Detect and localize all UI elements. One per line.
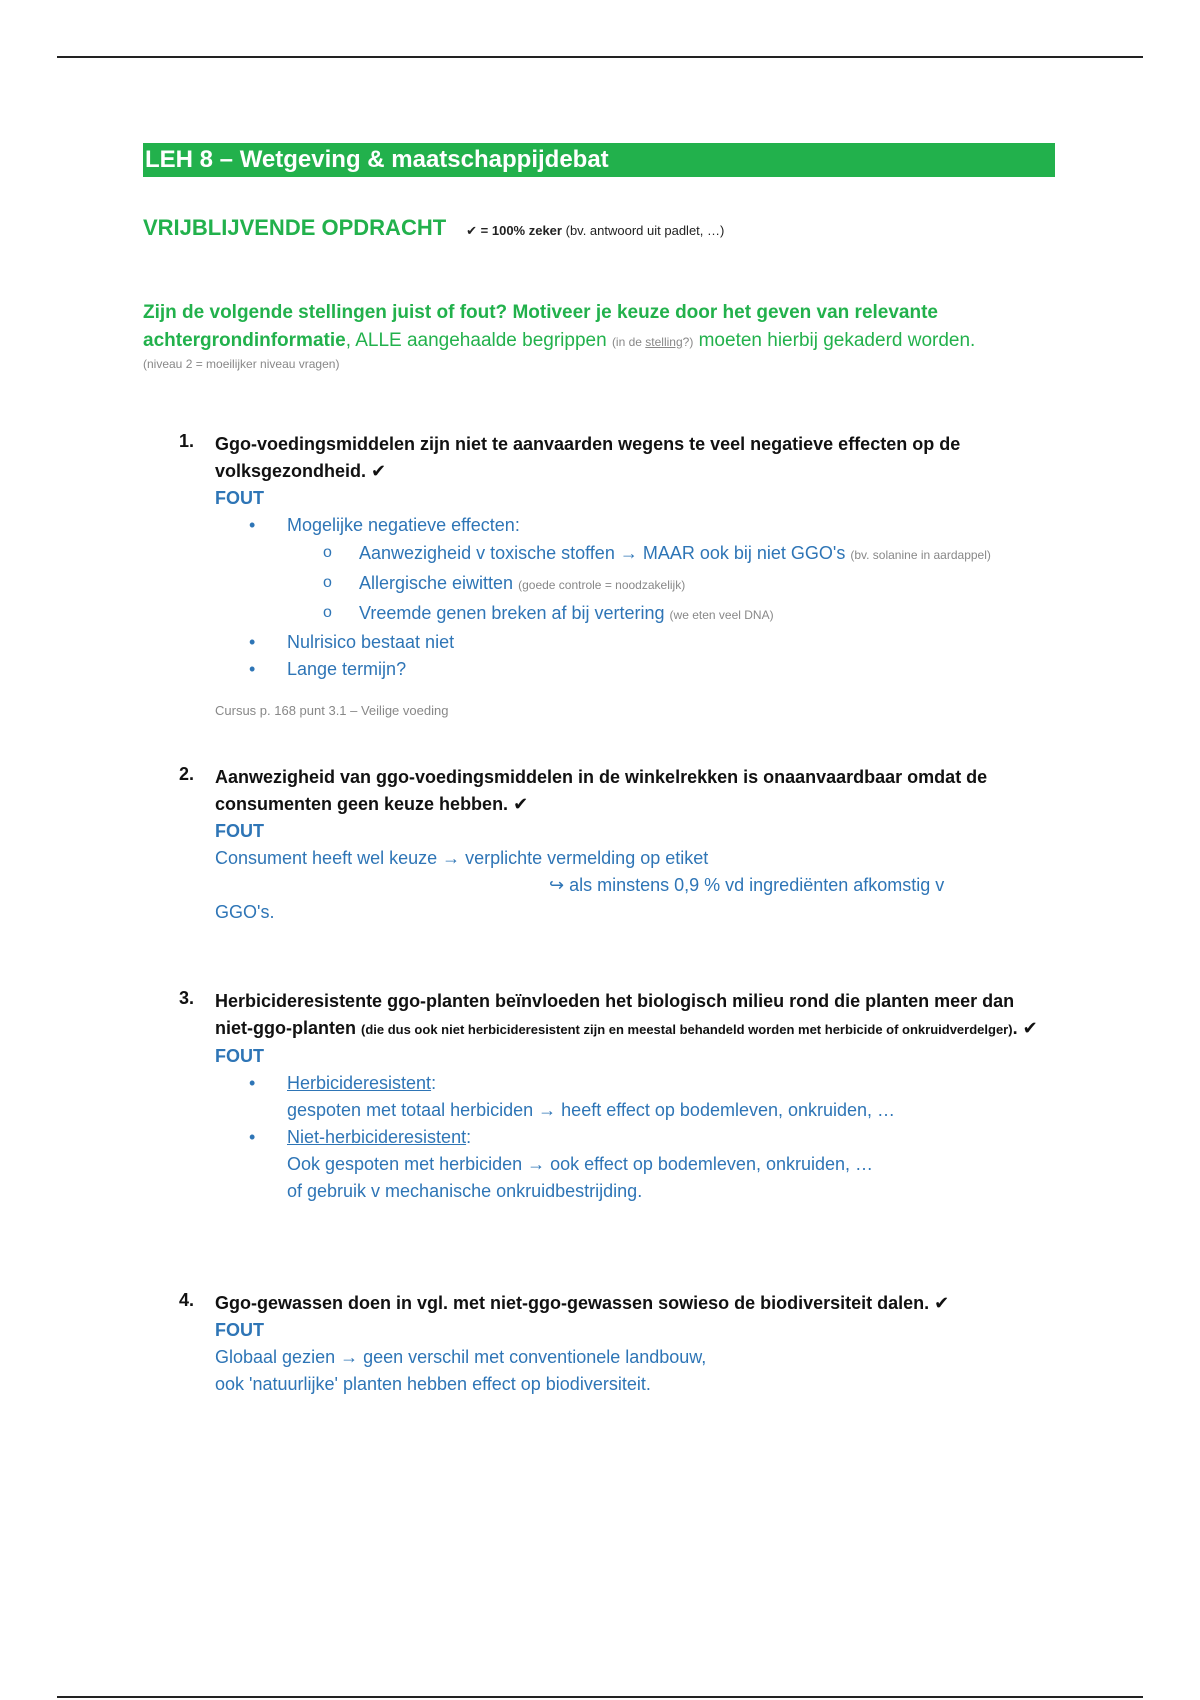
- intro-tiny: (in de stelling?): [611, 335, 694, 349]
- answer-line: of gebruik v mechanische onkruidbestrijding.: [287, 1181, 643, 1201]
- bottom-rule: [57, 1696, 1143, 1698]
- question-number: 3.: [179, 988, 195, 1008]
- answer-line: Ook gespoten met herbiciden → ook effect op bodemleven, onkruiden, …: [287, 1154, 874, 1174]
- question-number: 4.: [179, 1290, 195, 1310]
- intro-normal1: , ALLE aangehaalde begrippen: [345, 330, 612, 351]
- answer-line: Globaal gezien → geen verschil met conventionele landbouw,: [215, 1347, 707, 1367]
- intro-paragraph: [143, 299, 1055, 356]
- question-2: [179, 764, 1039, 926]
- document-content: [143, 143, 1055, 372]
- question-text: Aanwezigheid van ggo-voedingsmiddelen in de winkelrekken is onaanvaardbaar omdat de consumenten geen keuze hebben. ✔: [215, 767, 988, 814]
- intro-note: (niveau 2 = moeilijker niveau vragen): [143, 357, 340, 371]
- top-rule: [57, 56, 1143, 58]
- list-item: o Vreemde genen breken af bij vertering (we eten veel DNA): [323, 603, 774, 623]
- question-number: 2.: [179, 764, 195, 784]
- heading-main: VRIJBLIJVENDE OPDRACHT: [143, 215, 447, 240]
- answer-line: Consument heeft wel keuze → verplichte vermelding op etiket: [215, 848, 709, 868]
- list-item: • Mogelijke negatieve effecten:: [249, 515, 520, 535]
- intro-normal2: moeten hierbij gekaderd worden.: [693, 330, 976, 351]
- page-title: LEH 8 – Wetgeving & maatschappijdebat: [143, 143, 1055, 177]
- question-number: 1.: [179, 431, 195, 451]
- question-1: [179, 431, 1039, 718]
- intro-bold2: achtergrondinformatie: [143, 330, 346, 351]
- answer-label: FOUT: [215, 488, 264, 508]
- answer-line: gespoten met totaal herbiciden → heeft effect op bodemleven, onkruiden, …: [287, 1100, 896, 1120]
- list-item: • Lange termijn?: [249, 659, 407, 679]
- list-item: o Aanwezigheid v toxische stoffen → MAAR ook bij niet GGO's (bv. solanine in aardappel): [323, 543, 991, 563]
- list-item: • Niet-herbicideresistent:: [249, 1127, 472, 1147]
- answer-label: FOUT: [215, 1320, 264, 1340]
- course-reference: Cursus p. 168 punt 3.1 – Veilige voeding: [215, 703, 449, 718]
- answer-label: FOUT: [215, 821, 264, 841]
- list-item: • Herbicideresistent:: [249, 1073, 437, 1093]
- legend-check: ✔ = 100% zeker: [466, 223, 562, 238]
- legend-rest: (bv. antwoord uit padlet, …): [565, 223, 725, 238]
- question-text: Ggo-gewassen doen in vgl. met niet-ggo-gewassen sowieso de biodiversiteit dalen. ✔: [215, 1293, 950, 1313]
- question-text: Herbicideresistente ggo-planten beïnvloeden het biologisch milieu rond die planten meer dan niet-ggo-planten (die dus ook niet herbicideresistent zijn en meestal behandeld worden met herbicide of onkruidverdelger). ✔: [215, 991, 1038, 1038]
- question-3: [179, 988, 1039, 1205]
- legend: [466, 223, 724, 239]
- question-4: [179, 1290, 1039, 1398]
- answer-line: GGO's.: [215, 902, 275, 922]
- answer-line: ook 'natuurlijke' planten hebben effect op biodiversiteit.: [215, 1374, 651, 1394]
- answer-line: ↪ als minstens 0,9 % vd ingrediënten afkomstig v: [549, 875, 945, 895]
- list-item: • Nulrisico bestaat niet: [249, 632, 455, 652]
- assignment-heading: [143, 215, 1055, 241]
- intro-bold1: Zijn de volgende stellingen juist of fout? Motiveer je keuze door het geven van relevante: [143, 302, 938, 323]
- question-text: Ggo-voedingsmiddelen zijn niet te aanvaarden wegens te veel negatieve effecten op de volksgezondheid. ✔: [215, 434, 961, 481]
- answer-label: FOUT: [215, 1046, 264, 1066]
- list-item: o Allergische eiwitten (goede controle = noodzakelijk): [323, 573, 686, 593]
